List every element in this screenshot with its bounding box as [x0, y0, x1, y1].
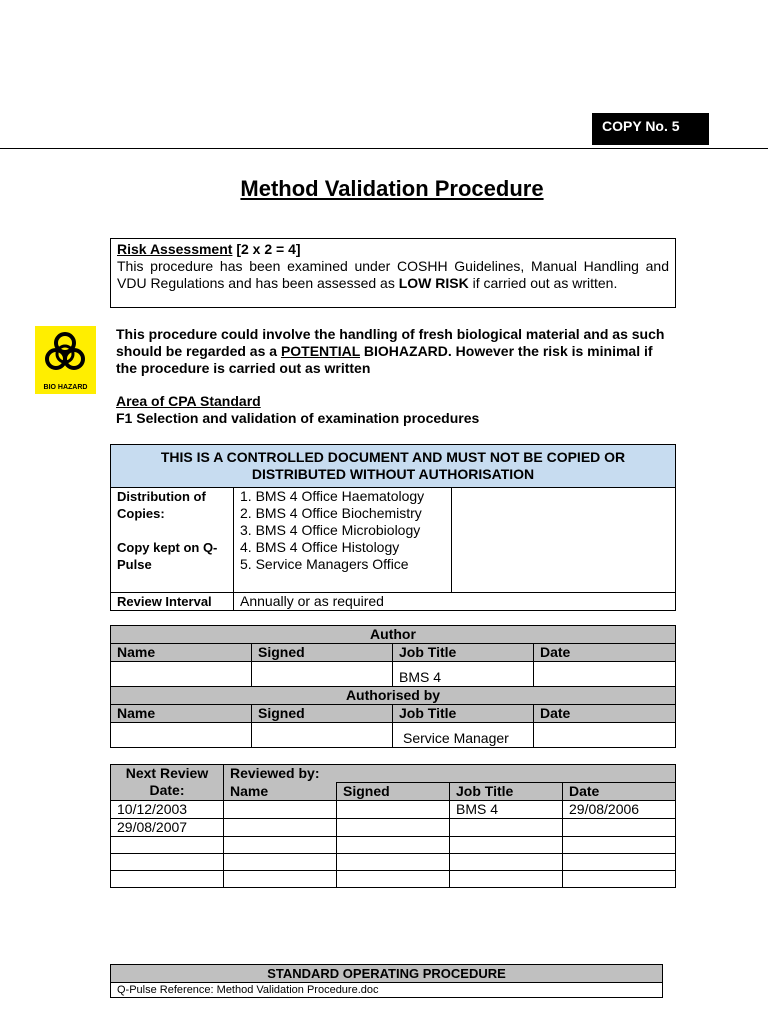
qpulse-reference: Q-Pulse Reference: Method Validation Procedure.doc [111, 983, 663, 998]
author-job-title-cell: BMS 4 [393, 662, 534, 687]
cpa-heading: Area of CPA Standard [116, 393, 261, 409]
copies-blank-cell [452, 488, 676, 593]
copy-item: 4. BMS 4 Office Histology [240, 539, 400, 555]
biohazard-logo [35, 326, 96, 394]
review-table [110, 764, 676, 888]
review-date-cell [563, 819, 676, 837]
biohazard-icon [35, 326, 96, 384]
author-table [110, 625, 676, 748]
author-col-signed: Signed [252, 644, 393, 662]
authorised-date-cell [534, 723, 676, 748]
review-signed-cell [337, 871, 450, 888]
reviewed-by-label: Reviewed by: [224, 765, 676, 783]
authorised-name-cell [111, 723, 252, 748]
biohazard-text-before: This procedure could involve the handling of fresh biological material and as such should be regarded as a [116, 326, 665, 359]
cpa-value: F1 Selection and validation of examination procedures [116, 410, 480, 426]
table-row [111, 819, 676, 837]
authorised-signed-cell [252, 723, 393, 748]
author-col-name: Name [111, 644, 252, 662]
review-col-signed: Signed [337, 783, 450, 801]
biohazard-logo-label: BIO HAZARD [43, 384, 88, 391]
review-interval-label: Review Interval [111, 593, 234, 611]
review-date-cell [563, 837, 676, 854]
biohazard-text-after: BIOHAZARD. However the risk is minimal if the procedure is carried out as written [116, 343, 653, 376]
review-job-cell [450, 819, 563, 837]
copy-item: 5. Service Managers Office [240, 556, 409, 572]
authorised-col-name: Name [111, 705, 252, 723]
risk-text-before: This procedure has been examined under COSHH Guidelines, Manual Handling and VDU Regulations and has been assessed as [117, 258, 669, 291]
header-divider [0, 148, 768, 149]
review-next-cell [111, 871, 224, 888]
author-date-cell [534, 662, 676, 687]
next-review-label: Next Review Date: [111, 765, 224, 801]
copy-number-badge: COPY No. 5 [592, 113, 709, 145]
authorised-col-signed: Signed [252, 705, 393, 723]
copy-kept-label: Copy kept on Q-Pulse [117, 540, 218, 572]
review-signed-cell [337, 837, 450, 854]
cpa-standard [116, 393, 676, 427]
review-signed-cell [337, 854, 450, 871]
risk-score: [2 x 2 = 4] [236, 241, 301, 257]
authorised-heading: Authorised by [111, 687, 676, 705]
risk-text-after: if carried out as written. [468, 275, 618, 291]
review-next-cell [111, 837, 224, 854]
table-row [111, 801, 676, 819]
authorised-job-title-cell: Service Manager [393, 723, 534, 748]
review-name-cell [224, 801, 337, 819]
sop-footer-table [110, 964, 663, 998]
review-name-cell [224, 837, 337, 854]
review-job-cell [450, 854, 563, 871]
review-col-job-title: Job Title [450, 783, 563, 801]
controlled-document-table [110, 444, 676, 611]
review-col-name: Name [224, 783, 337, 801]
authorised-col-date: Date [534, 705, 676, 723]
author-signed-cell [252, 662, 393, 687]
author-col-date: Date [534, 644, 676, 662]
review-name-cell [224, 819, 337, 837]
review-date-cell [563, 854, 676, 871]
controlled-banner: THIS IS A CONTROLLED DOCUMENT AND MUST NOT BE COPIED OR DISTRIBUTED WITHOUT AUTHORISATION [111, 445, 676, 488]
review-date-cell [563, 871, 676, 888]
copy-item: 3. BMS 4 Office Microbiology [240, 522, 421, 538]
review-next-cell [111, 854, 224, 871]
review-next-cell: 10/12/2003 [111, 801, 224, 819]
copy-item: 1. BMS 4 Office Haematology [240, 488, 425, 504]
author-col-job-title: Job Title [393, 644, 534, 662]
review-interval-value: Annually or as required [234, 593, 676, 611]
authorised-col-job-title: Job Title [393, 705, 534, 723]
table-row [111, 837, 676, 854]
copy-item: 2. BMS 4 Office Biochemistry [240, 505, 422, 521]
review-job-cell: BMS 4 [450, 801, 563, 819]
author-name-cell [111, 662, 252, 687]
review-name-cell [224, 871, 337, 888]
review-job-cell [450, 871, 563, 888]
review-name-cell [224, 854, 337, 871]
review-col-date: Date [563, 783, 676, 801]
review-next-cell: 29/08/2007 [111, 819, 224, 837]
table-row [111, 871, 676, 888]
copies-list-cell [234, 488, 452, 593]
review-job-cell [450, 837, 563, 854]
biohazard-statement [116, 326, 676, 377]
review-date-cell: 29/08/2006 [563, 801, 676, 819]
author-heading: Author [111, 626, 676, 644]
sop-heading: STANDARD OPERATING PROCEDURE [111, 965, 663, 983]
document-title: Method Validation Procedure [240, 176, 544, 201]
low-risk-label: LOW RISK [398, 275, 469, 291]
potential-label: POTENTIAL [280, 343, 361, 359]
review-signed-cell [337, 819, 450, 837]
distribution-label: Distribution of Copies: [117, 489, 206, 521]
table-row [111, 854, 676, 871]
risk-assessment-heading: Risk Assessment [117, 241, 233, 257]
review-signed-cell [337, 801, 450, 819]
distribution-label-cell [111, 488, 234, 593]
risk-assessment-box [110, 238, 676, 308]
